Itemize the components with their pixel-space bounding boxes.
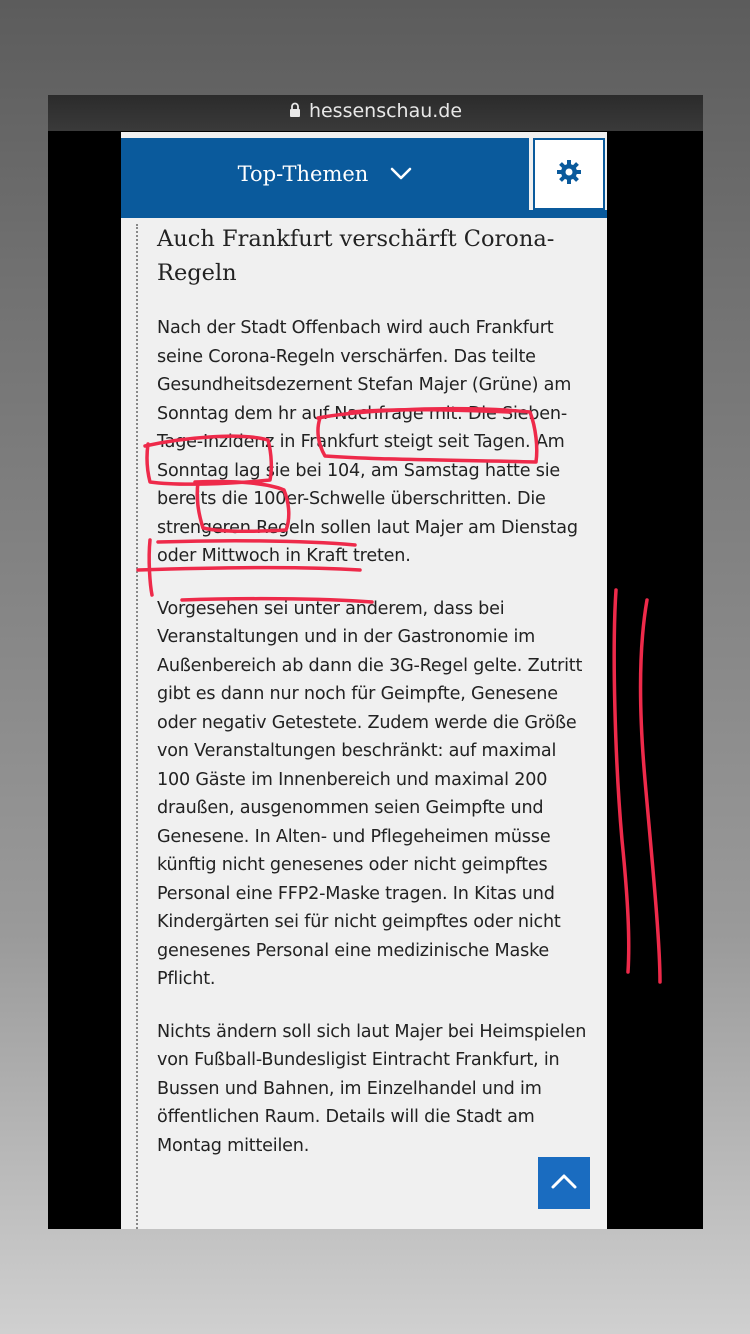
chevron-up-icon	[550, 1172, 578, 1194]
top-navigation	[121, 138, 607, 212]
browser-url-bar[interactable]	[48, 95, 703, 131]
article-timeline-line	[136, 224, 138, 1229]
top-themen-button[interactable]	[121, 138, 529, 210]
article-paragraph: Nach der Stadt Offenbach wird auch Frankfurt seine Corona-Regeln verschärfen. Das teilte Gesundheitsdezernent Stefan Majer (Grüne) am Sonntag dem hr auf Nachfrage mit. Die Sieben-Tage-Inzidenz in Frankfurt steigt seit Tagen. Am Sonntag lag sie bei 104, am Samstag hatte sie bereits die 100er-Schwelle überschritten. Die strengeren Regeln sollen laut Majer am Dienstag oder Mittwoch in Kraft treten.	[157, 318, 578, 566]
article-paragraph: Vorgesehen sei unter anderem, dass bei Veranstaltungen und in der Gastronomie im Außenbereich ab dann die 3G-Regel gelte. Zutritt gibt es dann nur noch für Geimpfte, Genesene oder negativ Getestete. Zudem werde die Größe von Veranstaltungen beschränkt: auf maximal 100 Gäste im Innenbereich und maximal 200 draußen, ausgenommen seien Geimpfte und Genesene. In Alten- und Pflegeheimen müsse künftig nicht genesenes oder nicht geimpftes Personal eine FFP2-Maske tragen. In Kitas und Kindergärten sei für nicht geimpftes oder nicht genesenes Personal eine medizinische Maske Pflicht.	[157, 598, 583, 989]
settings-button[interactable]	[533, 138, 605, 210]
article-body	[157, 222, 587, 1184]
top-themen-label: Top-Themen	[237, 162, 369, 186]
url-text: hessenschau.de	[308, 100, 463, 122]
gear-icon	[556, 159, 582, 189]
chevron-down-icon	[390, 162, 412, 186]
article-headline: Auch Frankfurt verschärft Corona-Regeln	[157, 226, 555, 286]
article-paragraph: Nichts ändern soll sich laut Majer bei Heimspielen von Fußball-Bundesligist Eintracht Frankfurt, in Bussen und Bahnen, im Einzelhandel und im öffentlichen Raum. Details will die Stadt am Montag mitteilen.	[157, 1021, 587, 1156]
nav-underline	[121, 210, 607, 218]
lock-icon	[289, 96, 301, 128]
web-page	[121, 132, 607, 1229]
scroll-to-top-button[interactable]	[538, 1157, 590, 1209]
